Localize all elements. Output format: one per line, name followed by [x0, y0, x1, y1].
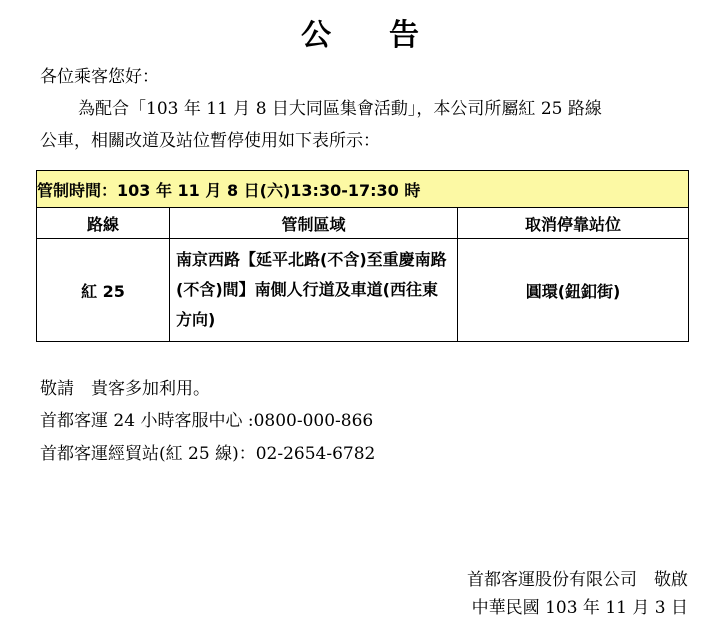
header-area: 管制區域: [170, 208, 458, 239]
header-stop: 取消停靠站位: [458, 208, 689, 239]
control-table: [36, 170, 689, 342]
cell-stop: 圓環(鈕釦街): [458, 239, 689, 342]
control-time-cell: 管制時間：103 年 11 月 8 日(六)13:30-17:30 時: [37, 171, 689, 208]
closing-text: 敬請 貴客多加利用。: [40, 379, 210, 399]
body-line-1: 為配合「103 年 11 月 8 日大同區集會活動」，本公司所屬紅 25 路線: [78, 99, 602, 119]
cell-route: 紅 25: [37, 239, 170, 342]
signature-date: 中華民國 103 年 11 月 3 日: [471, 598, 688, 618]
greeting: 各位乘客您好：: [40, 67, 159, 87]
notice-title: 公告: [301, 18, 477, 53]
body-line-2: 公車，相關改道及站位暫停使用如下表所示：: [40, 131, 380, 151]
hotline-text: 首都客運 24 小時客服中心 :0800-000-866: [40, 411, 374, 431]
cell-area: 南京西路【延平北路(不含)至重慶南路(不含)間】南側人行道及車道(西往東方向): [170, 239, 458, 342]
signature-company: 首都客運股份有限公司 敬啟: [467, 570, 688, 590]
header-route: 路線: [37, 208, 170, 239]
station-text: 首都客運經貿站(紅 25 線)：02-2654-6782: [40, 444, 376, 464]
